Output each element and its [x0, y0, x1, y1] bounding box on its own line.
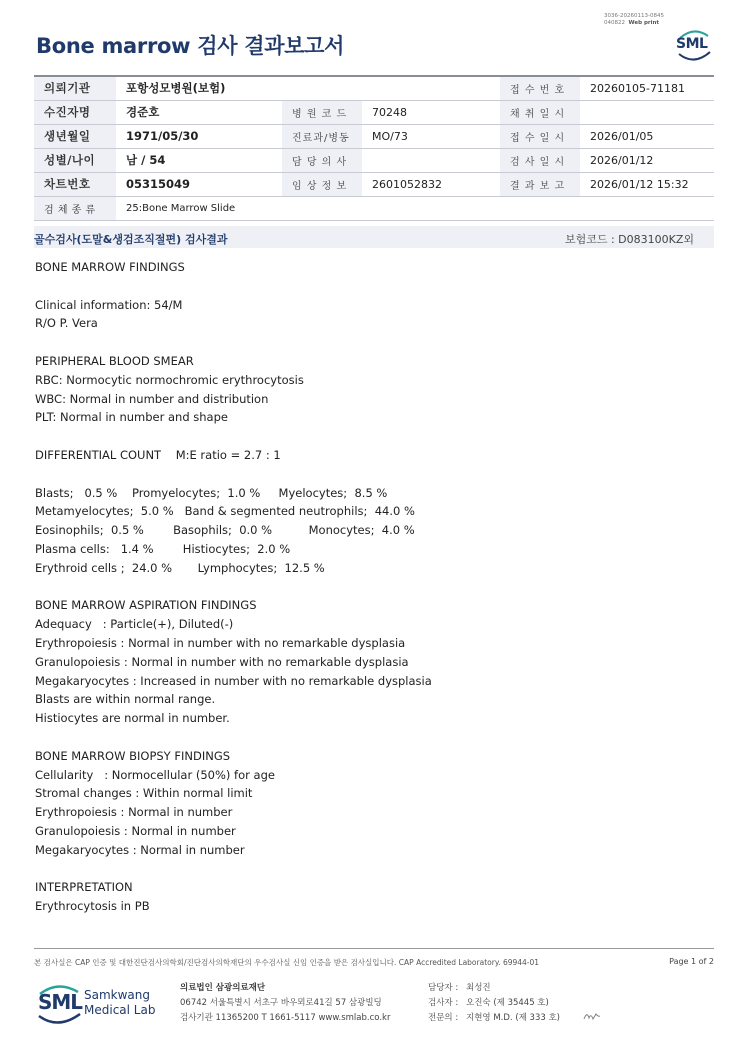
findings-line: BONE MARROW BIOPSY FINDINGS: [35, 748, 231, 763]
table-row: [34, 148, 714, 172]
findings-line: [35, 427, 695, 446]
logo-line1: Samkwang: [84, 988, 150, 1002]
result-section-header: [34, 226, 714, 248]
label-requesting-institution: 의뢰기관: [34, 76, 116, 100]
findings-line: BONE MARROW FINDINGS: [35, 260, 185, 274]
findings-line: Erythropoiesis : Normal in number: [35, 805, 233, 820]
samkwang-logo: [36, 982, 166, 1026]
findings-line: WBC: Normal in number and distribution: [35, 391, 269, 406]
value-chart-number: 05315049: [116, 172, 282, 196]
insurance-code: 보험코드 : D083100KZ외: [564, 233, 694, 246]
label-receipt-number: 접 수 번 호: [500, 76, 580, 100]
page-number: Page 1 of 2: [669, 957, 714, 966]
value-clinical-info: 2601052832: [362, 172, 500, 196]
findings-line: [35, 578, 695, 597]
table-row: [34, 196, 714, 220]
findings-line: [35, 860, 695, 879]
staff-label: 검사자 :: [428, 998, 459, 1008]
organization-info: [180, 981, 390, 1026]
findings-line: Erythrocytosis in PB: [35, 899, 150, 914]
label-result-report: 결 과 보 고: [500, 172, 580, 196]
label-receipt-datetime: 접 수 일 시: [500, 124, 580, 148]
print-id-line1: 3036-20260113-0845: [604, 13, 664, 19]
org-address: 06742 서울특별시 서초구 바우뫼로41길 57 삼광빌딩: [180, 998, 382, 1008]
findings-line: [35, 465, 695, 484]
value-receipt-number: 20260105-71181: [580, 76, 714, 100]
print-id: [604, 13, 664, 27]
findings-line: Stromal changes : Within normal limit: [35, 786, 253, 801]
report-title: Bone marrow 검사 결과보고서: [36, 34, 345, 58]
findings-line: PLT: Normal in number and shape: [35, 410, 228, 425]
org-contact: 검사기관 11365200 T 1661-5117 www.smlab.co.kr: [180, 1013, 391, 1023]
value-result-report: 2026/01/12 15:32: [580, 172, 714, 196]
logo-text: SML: [676, 36, 708, 52]
findings-line: Erythroid cells ; 24.0 % Lymphocytes; 12.5 %: [35, 560, 325, 575]
findings-line: Granulopoiesis : Normal in number with no remarkable dysplasia: [35, 654, 409, 669]
web-print-label: Web print: [628, 20, 660, 26]
findings-line: Megakaryocytes : Increased in number with no remarkable dysplasia: [35, 673, 432, 688]
findings-line: Adequacy : Particle(+), Diluted(-): [35, 617, 234, 632]
label-sex-age: 성별/나이: [34, 148, 116, 172]
findings-line: [35, 277, 695, 296]
table-row: [34, 124, 714, 148]
section-title: 골수검사(도말&생검조직절편) 검사결과: [34, 233, 228, 246]
findings-line: INTERPRETATION: [35, 880, 133, 895]
logo-sml-text: SML: [38, 990, 83, 1014]
findings-line: PERIPHERAL BLOOD SMEAR: [35, 353, 194, 368]
value-department-ward: MO/73: [362, 124, 500, 148]
value-patient-name: 경준호: [116, 100, 282, 124]
findings-line: [35, 333, 695, 352]
staff-label: 전문의 :: [428, 1013, 459, 1023]
label-collection-datetime: 채 취 일 시: [500, 100, 580, 124]
value-receipt-datetime: 2026/01/05: [580, 124, 714, 148]
print-id-number: 040822: [604, 20, 625, 26]
staff-label: 담당자 :: [428, 983, 459, 993]
findings-line: [35, 728, 695, 747]
findings-line: Erythropoiesis : Normal in number with no remarkable dysplasia: [35, 635, 406, 650]
label-department-ward: 진료과/병동: [282, 124, 362, 148]
print-id-line2: [604, 20, 664, 27]
staff-value: 지현영 M.D. (제 333 호): [466, 1013, 561, 1023]
findings-line: R/O P. Vera: [35, 316, 98, 331]
table-row: [34, 100, 714, 124]
staff-info: [428, 981, 560, 1026]
findings-line: BONE MARROW ASPIRATION FINDINGS: [35, 598, 257, 613]
label-birth-date: 생년월일: [34, 124, 116, 148]
findings-text: [35, 258, 695, 916]
findings-line: Blasts are within normal range.: [35, 692, 216, 707]
value-collection-datetime: [580, 100, 714, 124]
value-birth-date: 1971/05/30: [116, 124, 282, 148]
staff-row: [428, 981, 560, 996]
org-name: 의료법인 삼광의료재단: [180, 983, 266, 993]
table-row: [34, 172, 714, 196]
findings-line: Clinical information: 54/M: [35, 297, 183, 312]
findings-line: Histiocytes are normal in number.: [35, 711, 230, 726]
findings-line: Blasts; 0.5 % Promyelocytes; 1.0 % Myelocytes; 8.5 %: [35, 485, 388, 500]
patient-info-table: [34, 75, 714, 221]
value-attending-doctor: [362, 148, 500, 172]
value-specimen-type: 25:Bone Marrow Slide: [116, 196, 714, 220]
signature-icon: [582, 1010, 602, 1022]
label-patient-name: 수진자명: [34, 100, 116, 124]
findings-line: Megakaryocytes : Normal in number: [35, 842, 245, 857]
value-test-datetime: 2026/01/12: [580, 148, 714, 172]
findings-line: DIFFERENTIAL COUNT M:E ratio = 2.7 : 1: [35, 447, 281, 462]
logo-line2: Medical Lab: [84, 1003, 156, 1017]
label-clinical-info: 임 상 정 보: [282, 172, 362, 196]
label-specimen-type: 검 체 종 류: [34, 196, 116, 220]
table-row: [34, 76, 714, 100]
label-test-datetime: 검 사 일 시: [500, 148, 580, 172]
findings-line: RBC: Normocytic normochromic erythrocytosis: [35, 372, 304, 387]
findings-line: Plasma cells: 1.4 % Histiocytes; 2.0 %: [35, 541, 291, 556]
value-sex-age: 남 / 54: [116, 148, 282, 172]
label-hospital-code: 병 원 코 드: [282, 100, 362, 124]
staff-value: 오진숙 (제 35445 호): [466, 998, 549, 1008]
findings-line: Eosinophils; 0.5 % Basophils; 0.0 % Monocytes; 4.0 %: [35, 523, 415, 538]
staff-value: 최성진: [466, 983, 491, 993]
findings-line: Cellularity : Normocellular (50%) for age: [35, 767, 275, 782]
sml-logo-top: [674, 26, 714, 64]
findings-line: Metamyelocytes; 5.0 % Band & segmented neutrophils; 44.0 %: [35, 504, 415, 519]
staff-row: [428, 996, 560, 1011]
label-attending-doctor: 담 당 의 사: [282, 148, 362, 172]
value-requesting-institution: 포항성모병원(보험): [116, 76, 500, 100]
label-chart-number: 차트번호: [34, 172, 116, 196]
footer-divider: [34, 948, 714, 949]
staff-row: [428, 1011, 560, 1026]
accreditation-note: 본 검사실은 CAP 인증 및 대한진단검사의학회/진단검사의학재단의 우수검사실 신임 인증을 받은 검사실입니다. CAP Accredited Laboratory. 69944-01: [34, 958, 540, 967]
value-hospital-code: 70248: [362, 100, 500, 124]
findings-line: Granulopoiesis : Normal in number: [35, 823, 236, 838]
